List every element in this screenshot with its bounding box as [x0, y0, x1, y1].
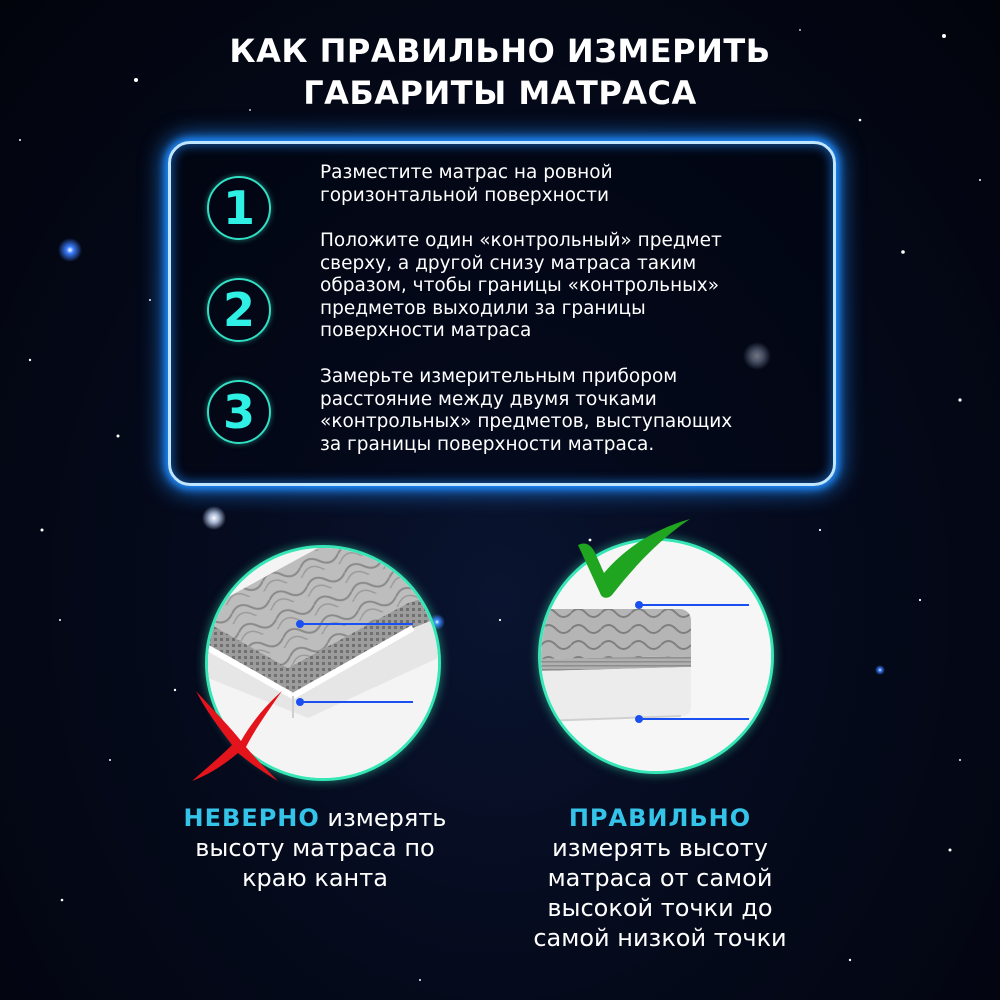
step-1-number: 1: [222, 181, 255, 235]
step-3-line: за границы поверхности матраса.: [320, 433, 655, 455]
step-3-text: [320, 366, 800, 456]
step-3-badge: [207, 380, 271, 444]
wrong-caption: [150, 803, 480, 893]
step-3-number: 3: [222, 385, 255, 439]
step-3-line: «контрольных» предметов, выступающих: [320, 411, 733, 432]
step-1-line: горизонтальной поверхности: [320, 184, 609, 206]
step-2-number: 2: [222, 283, 255, 337]
cross-icon: [186, 683, 286, 783]
wrong-caption-rest: измерять: [319, 804, 447, 832]
step-3-line: Замерьте измерительным прибором: [320, 366, 678, 387]
wrong-caption-line-3: краю канта: [242, 864, 388, 892]
right-caption-line-2: измерять высоту: [552, 834, 768, 862]
title-line-1: КАК ПРАВИЛЬНО ИЗМЕРИТЬ: [229, 32, 771, 70]
step-1-badge: [207, 176, 271, 240]
wrong-label: НЕВЕРНО: [183, 804, 320, 832]
title-line-2: ГАБАРИТЫ МАТРАСА: [303, 74, 697, 112]
wrong-caption-line-1: [150, 803, 480, 833]
page-title: [0, 30, 1000, 114]
step-2-line: Положите один «контрольный» предмет: [320, 230, 722, 251]
step-1-line: Разместите матрас на ровной: [320, 162, 613, 183]
step-2-line: поверхности матраса: [320, 320, 532, 341]
right-caption-line-3: матраса от самой: [547, 864, 773, 892]
right-caption-line-4: высокой точки до: [547, 894, 773, 922]
step-2-text: [320, 230, 800, 343]
step-2-line: сверху, а другой снизу матраса таким: [320, 252, 697, 274]
step-2-line: предметов выходили за границы: [320, 297, 646, 319]
step-1-text: [320, 162, 800, 207]
step-3-line: расстояние между двумя точками: [320, 388, 657, 410]
wrong-caption-line-2: высоту матраса по: [195, 834, 435, 862]
step-2-line: образом, чтобы границы «контрольных»: [320, 275, 720, 296]
checkmark-icon: [574, 515, 694, 600]
right-label: ПРАВИЛЬНО: [568, 804, 752, 832]
right-caption: [500, 803, 820, 953]
right-caption-line-5: самой низкой точки: [533, 924, 787, 952]
step-2-badge: [207, 278, 271, 342]
